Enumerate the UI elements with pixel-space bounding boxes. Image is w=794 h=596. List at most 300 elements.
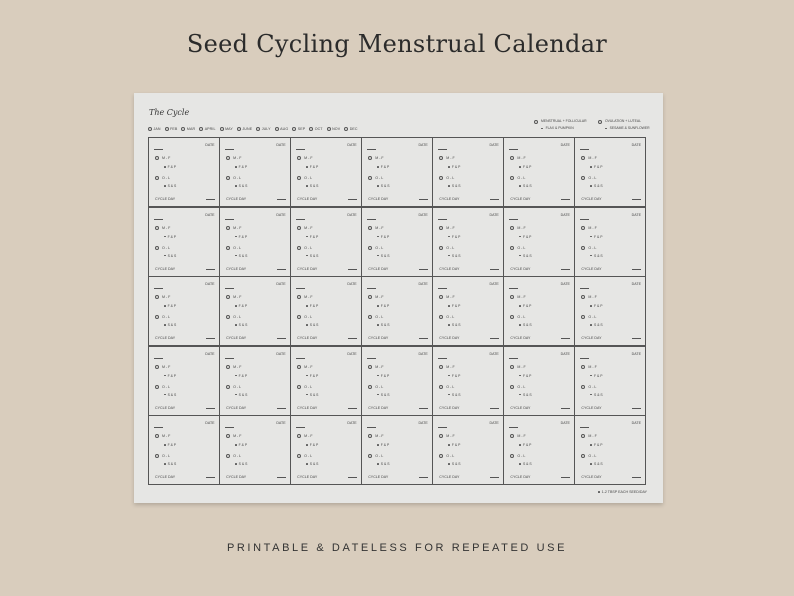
seed-ss xyxy=(306,393,318,397)
seed-ss xyxy=(519,462,531,466)
phase-mf[interactable] xyxy=(510,365,525,369)
phase-ol[interactable] xyxy=(439,315,454,319)
seed-ss xyxy=(164,393,176,397)
write-line xyxy=(367,219,376,220)
write-line xyxy=(154,149,163,150)
write-line xyxy=(154,288,163,289)
circle-icon xyxy=(581,385,585,389)
month-option[interactable] xyxy=(220,127,233,131)
phase-mf-label: M - F xyxy=(233,295,242,299)
circle-icon xyxy=(368,295,372,299)
circle-icon xyxy=(581,176,585,180)
date-label: DATE xyxy=(418,212,428,217)
phase-mf[interactable] xyxy=(368,434,383,438)
seed-fp xyxy=(164,443,176,447)
circle-icon xyxy=(439,176,443,180)
circle-icon xyxy=(226,434,230,438)
seed-ss-label: S & S xyxy=(522,253,532,258)
month-label: DEC xyxy=(349,127,358,131)
phase-ol[interactable] xyxy=(226,315,241,319)
month-option[interactable] xyxy=(237,127,252,131)
bullet-icon xyxy=(235,375,237,377)
day-cell[interactable] xyxy=(504,416,574,484)
day-cell[interactable] xyxy=(433,347,503,415)
seed-fp xyxy=(590,235,602,239)
bullet-icon xyxy=(235,394,237,396)
phase-mf[interactable] xyxy=(155,365,170,369)
seed-ss xyxy=(164,323,176,327)
bullet-icon xyxy=(235,444,237,446)
day-cell[interactable] xyxy=(220,347,290,415)
cycle-day-label: CYCLE DAY xyxy=(439,336,460,340)
phase-mf-label: M - F xyxy=(375,434,384,438)
seed-ss-label: S & S xyxy=(309,253,319,258)
month-label: APRIL xyxy=(204,127,216,131)
write-line xyxy=(154,219,163,220)
day-cell[interactable] xyxy=(504,208,574,276)
bullet-icon xyxy=(377,305,379,307)
day-cell[interactable] xyxy=(504,138,574,206)
seed-fp xyxy=(235,165,247,169)
date-label: DATE xyxy=(560,212,570,217)
seed-ss-label: S & S xyxy=(167,323,177,327)
write-line xyxy=(509,219,518,220)
circle-icon xyxy=(510,295,514,299)
bullet-icon xyxy=(377,166,379,168)
bullet-icon xyxy=(235,255,237,257)
day-cell[interactable] xyxy=(291,208,361,276)
day-cell[interactable] xyxy=(220,138,290,206)
write-line xyxy=(438,427,447,428)
phase-mf-label: M - F xyxy=(517,295,526,299)
write-line xyxy=(206,477,215,478)
day-cell[interactable] xyxy=(433,138,503,206)
seed-fp xyxy=(590,165,602,169)
circle-icon xyxy=(297,176,301,180)
seed-fp xyxy=(590,304,602,308)
sheet-title: The Cycle xyxy=(149,108,190,117)
day-cell[interactable] xyxy=(220,416,290,484)
cycle-day-label: CYCLE DAY xyxy=(155,336,176,340)
seed-fp xyxy=(519,165,531,169)
phase-mf[interactable] xyxy=(581,434,596,438)
day-cell[interactable] xyxy=(433,277,503,345)
phase-ol[interactable] xyxy=(581,315,596,319)
write-line xyxy=(438,149,447,150)
phase-ol[interactable] xyxy=(297,246,312,250)
day-cell[interactable] xyxy=(362,416,432,484)
month-option[interactable] xyxy=(275,127,289,131)
phase-ol-label: O - L xyxy=(446,245,455,250)
bullet-icon xyxy=(377,444,379,446)
phase-mf[interactable] xyxy=(155,156,170,160)
phase-mf[interactable] xyxy=(297,365,312,369)
day-cell[interactable] xyxy=(575,208,645,276)
circle-icon xyxy=(368,246,372,250)
phase-mf[interactable] xyxy=(510,156,525,160)
phase-mf[interactable] xyxy=(439,365,454,369)
write-line xyxy=(348,408,357,409)
seed-fp-label: F & P xyxy=(380,443,390,447)
day-cell[interactable] xyxy=(220,208,290,276)
date-label: DATE xyxy=(489,282,499,286)
bullet-icon xyxy=(377,185,379,187)
phase-mf-label: M - F xyxy=(588,434,597,438)
phase-mf[interactable] xyxy=(155,226,170,230)
seed-ss-label: S & S xyxy=(594,253,603,258)
bullet-icon xyxy=(164,375,166,377)
seed-fp xyxy=(377,235,389,239)
date-label: DATE xyxy=(347,421,357,425)
cycle-day-label: CYCLE DAY xyxy=(297,405,318,410)
write-line xyxy=(561,199,570,200)
phase-mf-label: M - F xyxy=(162,364,171,369)
seed-fp xyxy=(306,235,318,239)
phase-mf[interactable] xyxy=(368,365,383,369)
write-line xyxy=(438,358,447,359)
bullet-icon xyxy=(448,185,450,187)
write-line xyxy=(509,427,518,428)
circle-icon xyxy=(581,315,585,319)
phase-ol[interactable] xyxy=(226,176,241,180)
bullet-icon xyxy=(306,305,308,307)
phase-ol[interactable] xyxy=(368,315,383,319)
phase-ol[interactable] xyxy=(155,176,170,180)
day-cell[interactable] xyxy=(149,416,219,484)
date-label: DATE xyxy=(276,351,286,356)
phase-ol[interactable] xyxy=(439,454,454,458)
date-label: DATE xyxy=(631,212,641,217)
circle-icon xyxy=(368,434,372,438)
month-selector xyxy=(148,125,358,133)
phase-ol[interactable] xyxy=(155,315,170,319)
write-line xyxy=(580,358,589,359)
cycle-day-label: CYCLE DAY xyxy=(581,197,602,201)
phase-mf[interactable] xyxy=(510,226,525,230)
circle-icon xyxy=(256,127,260,131)
write-line xyxy=(580,149,589,150)
month-option[interactable] xyxy=(256,127,270,131)
phase-mf[interactable] xyxy=(297,295,312,299)
phase-ol-label: O - L xyxy=(446,315,455,319)
seed-ss xyxy=(306,462,318,466)
seed-ss-label: S & S xyxy=(380,462,390,466)
seed-ss-label: S & S xyxy=(451,323,461,327)
phase-mf-label: M - F xyxy=(375,364,384,369)
bullet-icon xyxy=(235,463,237,465)
phase-ol[interactable] xyxy=(297,176,312,180)
bullet-icon xyxy=(519,324,521,326)
seed-fp xyxy=(377,165,389,169)
date-label: DATE xyxy=(347,351,357,356)
circle-icon xyxy=(309,127,313,131)
bullet-icon xyxy=(448,463,450,465)
phase-mf[interactable] xyxy=(297,226,312,230)
seed-fp-label: F & P xyxy=(309,443,319,447)
day-cell[interactable] xyxy=(433,416,503,484)
date-label: DATE xyxy=(205,212,215,217)
date-label: DATE xyxy=(560,421,570,425)
day-cell[interactable] xyxy=(504,277,574,345)
phase-mf[interactable] xyxy=(510,295,525,299)
phase-ol[interactable] xyxy=(581,246,596,250)
phase-ol[interactable] xyxy=(155,454,170,458)
day-cell[interactable] xyxy=(362,347,432,415)
bullet-icon xyxy=(590,375,592,377)
legend-phase1-label: MENSTRUAL + FOLLICULAR xyxy=(541,119,587,123)
phase-ol[interactable] xyxy=(439,385,454,389)
legend-phase-2 xyxy=(598,118,650,132)
circle-icon xyxy=(368,156,372,160)
seed-ss-label: S & S xyxy=(167,462,177,466)
phase-ol[interactable] xyxy=(581,454,596,458)
cycle-day-label: CYCLE DAY xyxy=(510,266,531,271)
page-headline: Seed Cycling Menstrual Calendar xyxy=(186,30,608,58)
phase-mf-label: M - F xyxy=(233,434,242,438)
seed-fp xyxy=(306,374,318,378)
write-line xyxy=(561,477,570,478)
phase-mf[interactable] xyxy=(581,226,596,230)
day-cell[interactable] xyxy=(291,347,361,415)
day-cell[interactable] xyxy=(362,208,432,276)
phase-ol[interactable] xyxy=(510,385,525,389)
bullet-icon xyxy=(235,324,237,326)
seed-fp-label: F & P xyxy=(238,165,248,169)
phase-ol[interactable] xyxy=(368,385,383,389)
write-line xyxy=(225,219,234,220)
circle-icon xyxy=(368,385,372,389)
seed-ss xyxy=(590,254,602,258)
seed-ss xyxy=(377,184,389,188)
phase-ol-label: O - L xyxy=(588,176,597,180)
phase-mf[interactable] xyxy=(155,295,170,299)
circle-icon xyxy=(155,176,159,180)
phase-mf[interactable] xyxy=(226,434,241,438)
phase-ol[interactable] xyxy=(226,454,241,458)
day-cell[interactable] xyxy=(575,347,645,415)
phase-ol[interactable] xyxy=(226,246,241,250)
month-option[interactable] xyxy=(199,127,215,131)
phase-mf[interactable] xyxy=(155,434,170,438)
phase-ol[interactable] xyxy=(581,385,596,389)
phase-ol[interactable] xyxy=(297,315,312,319)
phase-ol-label: O - L xyxy=(304,315,313,319)
cycle-day-label: CYCLE DAY xyxy=(368,336,389,340)
day-cell[interactable] xyxy=(575,138,645,206)
seed-fp-label: F & P xyxy=(238,234,248,239)
legend-seed1-label: FLAX & PUMPKIN xyxy=(545,126,574,130)
phase-mf-label: M - F xyxy=(304,364,313,369)
day-cell[interactable] xyxy=(362,138,432,206)
seed-ss xyxy=(590,393,602,397)
circle-icon xyxy=(155,385,159,389)
phase-ol[interactable] xyxy=(297,385,312,389)
seed-ss-label: S & S xyxy=(522,323,532,327)
phase-ol[interactable] xyxy=(155,385,170,389)
month-label: NOV xyxy=(332,127,341,131)
phase-mf[interactable] xyxy=(297,434,312,438)
write-line xyxy=(509,149,518,150)
write-line xyxy=(632,269,641,270)
cycle-day-label: CYCLE DAY xyxy=(368,475,389,479)
phase-mf[interactable] xyxy=(297,156,312,160)
phase-ol[interactable] xyxy=(439,246,454,250)
seed-fp xyxy=(377,304,389,308)
phase-ol-label: O - L xyxy=(446,384,455,389)
day-cell[interactable] xyxy=(149,347,219,415)
month-option[interactable] xyxy=(327,127,341,131)
phase-ol[interactable] xyxy=(439,176,454,180)
phase-mf[interactable] xyxy=(510,434,525,438)
seed-ss-label: S & S xyxy=(238,323,248,327)
bullet-icon xyxy=(164,185,166,187)
phase-ol-label: O - L xyxy=(517,176,526,180)
month-option[interactable] xyxy=(292,127,305,131)
seed-ss-label: S & S xyxy=(238,253,248,258)
bullet-icon xyxy=(164,255,166,257)
seed-ss-label: S & S xyxy=(594,392,603,397)
phase-ol[interactable] xyxy=(226,385,241,389)
bullet-icon xyxy=(164,236,166,238)
seed-fp-label: F & P xyxy=(522,373,532,378)
phase-ol[interactable] xyxy=(510,454,525,458)
phase-mf-label: M - F xyxy=(517,434,526,438)
phase-mf-label: M - F xyxy=(162,295,171,299)
phase-mf[interactable] xyxy=(226,365,241,369)
bullet-icon xyxy=(448,394,450,396)
month-option[interactable] xyxy=(148,127,161,131)
seed-ss-label: S & S xyxy=(451,184,461,188)
cycle-day-label: CYCLE DAY xyxy=(581,475,602,479)
write-line xyxy=(206,269,215,270)
phase-mf[interactable] xyxy=(368,295,383,299)
month-option[interactable] xyxy=(165,127,178,131)
phase-ol[interactable] xyxy=(368,454,383,458)
phase-ol[interactable] xyxy=(297,454,312,458)
write-line xyxy=(509,288,518,289)
phase-mf[interactable] xyxy=(226,156,241,160)
day-cell[interactable] xyxy=(575,416,645,484)
seed-ss xyxy=(590,462,602,466)
phase-mf[interactable] xyxy=(581,156,596,160)
bullet-icon xyxy=(164,324,166,326)
seed-fp-label: F & P xyxy=(522,443,532,447)
day-cell[interactable] xyxy=(504,347,574,415)
day-cell[interactable] xyxy=(291,416,361,484)
bullet-icon xyxy=(519,166,521,168)
day-cell[interactable] xyxy=(291,138,361,206)
circle-icon xyxy=(226,226,230,230)
bullet-icon xyxy=(377,236,379,238)
phase-mf-label: M - F xyxy=(446,434,455,438)
phase-ol[interactable] xyxy=(155,246,170,250)
bullet-icon xyxy=(590,236,592,238)
circle-icon xyxy=(155,246,159,250)
phase-ol-label: O - L xyxy=(517,315,526,319)
phase-mf-label: M - F xyxy=(588,364,597,369)
date-label: DATE xyxy=(489,212,499,217)
phase-ol-label: O - L xyxy=(375,176,384,180)
phase-ol[interactable] xyxy=(510,176,525,180)
day-cell[interactable] xyxy=(220,277,290,345)
phase-mf-label: M - F xyxy=(588,295,597,299)
phase-mf[interactable] xyxy=(439,156,454,160)
write-line xyxy=(438,219,447,220)
seed-ss-label: S & S xyxy=(238,184,248,188)
phase-ol[interactable] xyxy=(368,246,383,250)
day-cell[interactable] xyxy=(575,277,645,345)
phase-mf[interactable] xyxy=(368,226,383,230)
phase-ol[interactable] xyxy=(368,176,383,180)
phase-mf[interactable] xyxy=(368,156,383,160)
phase-ol-label: O - L xyxy=(162,454,170,458)
circle-icon xyxy=(510,315,514,319)
phase-ol[interactable] xyxy=(581,176,596,180)
seed-fp xyxy=(590,374,602,378)
circle-icon xyxy=(165,127,169,131)
bullet-icon xyxy=(448,305,450,307)
day-cell[interactable] xyxy=(291,277,361,345)
circle-icon xyxy=(226,295,230,299)
phase-mf[interactable] xyxy=(439,434,454,438)
write-line xyxy=(419,408,428,409)
phase-mf[interactable] xyxy=(226,226,241,230)
day-cell[interactable] xyxy=(433,208,503,276)
bullet-icon xyxy=(448,166,450,168)
circle-icon xyxy=(439,385,443,389)
write-line xyxy=(154,427,163,428)
bullet-icon xyxy=(519,375,521,377)
day-cell[interactable] xyxy=(149,208,219,276)
seed-ss xyxy=(519,393,531,397)
write-line xyxy=(206,408,215,409)
phase-mf-label: M - F xyxy=(162,156,171,160)
date-label: DATE xyxy=(418,143,428,147)
cycle-day-label: CYCLE DAY xyxy=(155,197,176,201)
bullet-icon xyxy=(590,185,592,187)
day-cell[interactable] xyxy=(362,277,432,345)
bullet-icon xyxy=(306,463,308,465)
circle-icon xyxy=(439,315,443,319)
day-cell[interactable] xyxy=(149,277,219,345)
date-label: DATE xyxy=(205,143,215,147)
seed-ss xyxy=(448,393,460,397)
phase-mf-label: M - F xyxy=(162,225,171,230)
month-option[interactable] xyxy=(344,127,357,131)
phase-mf[interactable] xyxy=(439,226,454,230)
phase-mf[interactable] xyxy=(439,295,454,299)
phase-mf[interactable] xyxy=(226,295,241,299)
day-cell[interactable] xyxy=(149,138,219,206)
seed-fp-label: F & P xyxy=(380,373,390,378)
phase-ol[interactable] xyxy=(510,315,525,319)
circle-icon xyxy=(368,365,372,369)
phase-ol[interactable] xyxy=(510,246,525,250)
phase-ol-label: O - L xyxy=(517,245,526,250)
month-option[interactable] xyxy=(181,127,195,131)
phase-mf[interactable] xyxy=(581,365,596,369)
seed-fp-label: F & P xyxy=(451,373,461,378)
phase-mf[interactable] xyxy=(581,295,596,299)
cycle-day-label: CYCLE DAY xyxy=(439,405,460,410)
month-label: FEB xyxy=(170,127,178,131)
seed-ss-label: S & S xyxy=(380,323,390,327)
write-line xyxy=(277,477,286,478)
phase-ol-label: O - L xyxy=(162,245,170,250)
circle-icon xyxy=(581,226,585,230)
month-option[interactable] xyxy=(309,127,322,131)
date-label: DATE xyxy=(205,351,215,356)
